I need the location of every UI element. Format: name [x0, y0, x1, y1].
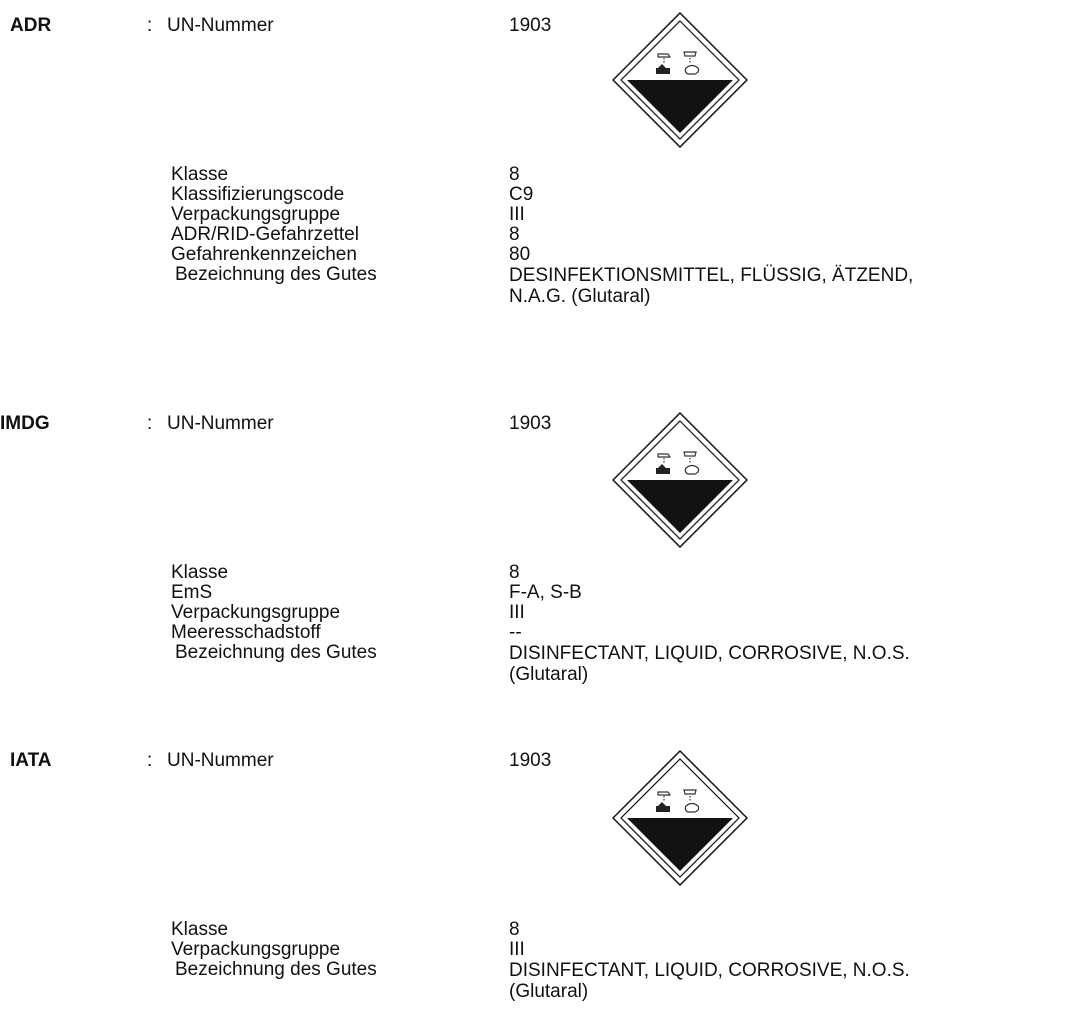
colon: :	[147, 413, 153, 434]
row-label: Klasse	[171, 164, 229, 185]
row-value: --	[509, 622, 522, 643]
row-value: 80	[509, 244, 531, 265]
corrosive-hazard-label-icon	[612, 12, 748, 148]
row-value: III	[509, 602, 525, 623]
corrosive-hazard-label-icon	[612, 412, 748, 548]
row-value: III	[509, 939, 525, 960]
row-label: Meeresschadstoff	[171, 622, 321, 643]
row-value: 8	[509, 164, 520, 185]
row-value: 8	[509, 919, 520, 940]
un-number-row	[147, 412, 274, 436]
row-value: 8	[509, 562, 520, 583]
row-label: Verpackungsgruppe	[171, 602, 341, 623]
row-label: ADR/RID-Gefahrzettel	[171, 224, 359, 245]
un-number-label: UN-Nummer	[167, 413, 274, 434]
row-value-line: DISINFECTANT, LIQUID, CORROSIVE, N.O.S.	[509, 643, 910, 664]
section-label-imdg: IMDG	[0, 413, 50, 434]
row-label: Bezeichnung des Gutes	[175, 642, 377, 663]
row-value: III	[509, 204, 525, 225]
row-label: Klassifizierungscode	[171, 184, 345, 205]
row-value	[509, 643, 910, 685]
row-value: C9	[509, 184, 534, 205]
un-number-row	[147, 749, 274, 773]
row-label: Gefahrenkennzeichen	[171, 244, 357, 265]
row-value	[509, 265, 913, 307]
row-label: Klasse	[171, 919, 229, 940]
row-value: F-A, S-B	[509, 582, 582, 603]
row-value-line: N.A.G. (Glutaral)	[509, 286, 651, 307]
row-value-line: (Glutaral)	[509, 981, 589, 1002]
row-label: Verpackungsgruppe	[171, 939, 341, 960]
row-value-line: DESINFEKTIONSMITTEL, FLÜSSIG, ÄTZEND,	[509, 265, 914, 286]
row-value-line: DISINFECTANT, LIQUID, CORROSIVE, N.O.S.	[509, 960, 910, 981]
un-number-value: 1903	[509, 750, 552, 771]
row-label: EmS	[171, 582, 213, 603]
un-number-label: UN-Nummer	[167, 15, 274, 36]
section-label-adr: ADR	[10, 15, 52, 36]
corrosive-hazard-label-icon	[612, 750, 748, 886]
row-label: Bezeichnung des Gutes	[175, 264, 377, 285]
colon: :	[147, 15, 153, 36]
section-label-iata: IATA	[10, 750, 52, 771]
un-number-row	[147, 14, 274, 38]
row-value-line: (Glutaral)	[509, 664, 589, 685]
colon: :	[147, 750, 153, 771]
un-number-value: 1903	[509, 413, 552, 434]
row-label: Bezeichnung des Gutes	[175, 959, 377, 980]
row-label: Verpackungsgruppe	[171, 204, 341, 225]
row-label: Klasse	[171, 562, 229, 583]
un-number-value: 1903	[509, 15, 552, 36]
row-value	[509, 960, 910, 1002]
row-value: 8	[509, 224, 520, 245]
un-number-label: UN-Nummer	[167, 750, 274, 771]
